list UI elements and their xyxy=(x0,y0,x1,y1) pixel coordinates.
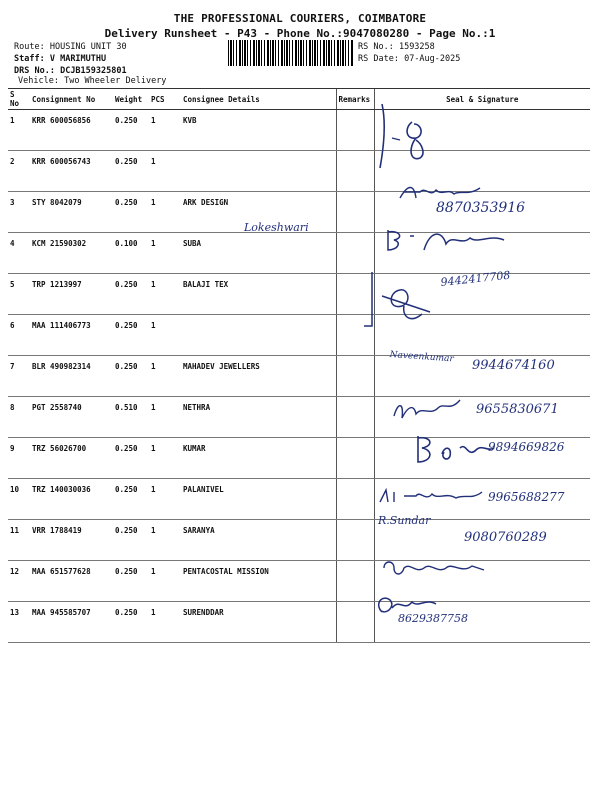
row3-phone: 8870353916 xyxy=(436,200,526,216)
cell-seal-signature xyxy=(374,397,590,438)
cell-sno: 13 xyxy=(8,602,30,643)
cell-seal-signature xyxy=(374,479,590,520)
cell-consignment: PGT 2558740 xyxy=(30,397,113,438)
vehicle-value: Two Wheeler Delivery xyxy=(64,76,167,86)
cell-seal-signature xyxy=(374,602,590,643)
cell-sno: 9 xyxy=(8,438,30,479)
rs-date-line xyxy=(358,54,460,64)
table-row xyxy=(8,233,590,274)
cell-weight: 0.250 xyxy=(113,315,149,356)
cell-pcs: 1 xyxy=(149,520,181,561)
cell-sno: 3 xyxy=(8,192,30,233)
cell-consignee: PENTACOSTAL MISSION xyxy=(181,561,336,602)
cell-weight: 0.250 xyxy=(113,561,149,602)
cell-weight: 0.250 xyxy=(113,274,149,315)
cell-pcs: 1 xyxy=(149,233,181,274)
cell-weight: 0.250 xyxy=(113,602,149,643)
cell-pcs: 1 xyxy=(149,151,181,192)
cell-pcs: 1 xyxy=(149,479,181,520)
cell-consignee: NETHRA xyxy=(181,397,336,438)
cell-seal-signature xyxy=(374,151,590,192)
cell-pcs: 1 xyxy=(149,397,181,438)
rs-no-value: 1593258 xyxy=(398,42,435,52)
cell-consignment: MAA 945585707 xyxy=(30,602,113,643)
row5-phone: 9442417708 xyxy=(440,268,511,289)
route-label: Route: xyxy=(14,42,45,52)
cell-consignee: BALAJI TEX xyxy=(181,274,336,315)
cell-remarks xyxy=(336,151,374,192)
cell-consignee: ARK DESIGN xyxy=(181,192,336,233)
cell-weight: 0.250 xyxy=(113,110,149,151)
cell-seal-signature xyxy=(374,110,590,151)
table-row xyxy=(8,315,590,356)
cell-seal-signature xyxy=(374,561,590,602)
cell-remarks xyxy=(336,233,374,274)
col-weight: Weight xyxy=(113,89,149,110)
cell-consignment: KRR 600056743 xyxy=(30,151,113,192)
drs-line xyxy=(14,66,127,76)
cell-consignee xyxy=(181,151,336,192)
cell-sno: 2 xyxy=(8,151,30,192)
table-row xyxy=(8,438,590,479)
cell-pcs: 1 xyxy=(149,274,181,315)
cell-consignee: MAHADEV JEWELLERS xyxy=(181,356,336,397)
table-row xyxy=(8,397,590,438)
cell-pcs: 1 xyxy=(149,602,181,643)
cell-seal-signature xyxy=(374,192,590,233)
cell-consignee: SARANYA xyxy=(181,520,336,561)
cell-consignment: BLR 490982314 xyxy=(30,356,113,397)
cell-sno: 1 xyxy=(8,110,30,151)
cell-sno: 6 xyxy=(8,315,30,356)
cell-sno: 10 xyxy=(8,479,30,520)
row10-phone: 9965688277 xyxy=(488,490,565,504)
col-consignee: Consignee Details xyxy=(181,89,336,110)
cell-consignee: SURENDDAR xyxy=(181,602,336,643)
cell-seal-signature xyxy=(374,438,590,479)
cell-seal-signature xyxy=(374,520,590,561)
cell-consignment: KRR 600056856 xyxy=(30,110,113,151)
runsheet-subtitle: Delivery Runsheet - P43 - Phone No.:9047080280 - Page No.:1 xyxy=(104,27,496,40)
col-remarks: Remarks xyxy=(336,89,374,110)
staff-line xyxy=(14,54,106,64)
cell-sno: 12 xyxy=(8,561,30,602)
table-row xyxy=(8,110,590,151)
cell-weight: 0.250 xyxy=(113,151,149,192)
cell-remarks xyxy=(336,520,374,561)
cell-remarks xyxy=(336,274,374,315)
cell-weight: 0.250 xyxy=(113,479,149,520)
cell-consignee: PALANIVEL xyxy=(181,479,336,520)
cell-remarks xyxy=(336,110,374,151)
col-seal-signature: Seal & Signature xyxy=(374,89,590,110)
cell-consignment: MAA 111406773 xyxy=(30,315,113,356)
cell-remarks xyxy=(336,315,374,356)
cell-consignment: KCM 21590302 xyxy=(30,233,113,274)
row4-note: Lokeshwari xyxy=(244,221,309,234)
cell-seal-signature xyxy=(374,274,590,315)
table-row xyxy=(8,274,590,315)
route-line xyxy=(14,42,127,52)
cell-remarks xyxy=(336,397,374,438)
row8-phone: 9655830671 xyxy=(476,402,559,417)
rs-date-value: 07-Aug-2025 xyxy=(404,54,461,64)
cell-weight: 0.100 xyxy=(113,233,149,274)
barcode xyxy=(228,40,354,66)
cell-remarks xyxy=(336,602,374,643)
cell-weight: 0.250 xyxy=(113,356,149,397)
cell-remarks xyxy=(336,561,374,602)
cell-consignment: VRR 1788419 xyxy=(30,520,113,561)
row11-name: R.Sundar xyxy=(378,514,431,527)
cell-pcs: 1 xyxy=(149,356,181,397)
rs-date-label: RS Date: xyxy=(358,54,399,64)
col-consignment: Consignment No xyxy=(30,89,113,110)
cell-consignment: TRZ 56026700 xyxy=(30,438,113,479)
table-row xyxy=(8,561,590,602)
cell-pcs: 1 xyxy=(149,315,181,356)
cell-seal-signature xyxy=(374,233,590,274)
table-row xyxy=(8,520,590,561)
cell-weight: 0.250 xyxy=(113,520,149,561)
cell-remarks xyxy=(336,438,374,479)
cell-remarks xyxy=(336,192,374,233)
table-row xyxy=(8,151,590,192)
rs-no-label: RS No.: xyxy=(358,42,394,52)
cell-consignee xyxy=(181,315,336,356)
cell-consignee: KVB xyxy=(181,110,336,151)
drs-label: DRS No.: xyxy=(14,66,55,76)
cell-sno: 5 xyxy=(8,274,30,315)
cell-seal-signature xyxy=(374,356,590,397)
vehicle-line xyxy=(18,76,166,86)
cell-sno: 11 xyxy=(8,520,30,561)
staff-value: V MARIMUTHU xyxy=(49,54,107,64)
cell-sno: 7 xyxy=(8,356,30,397)
row11-phone: 9080760289 xyxy=(464,530,547,545)
cell-pcs: 1 xyxy=(149,561,181,602)
cell-pcs: 1 xyxy=(149,110,181,151)
cell-weight: 0.510 xyxy=(113,397,149,438)
cell-weight: 0.250 xyxy=(113,438,149,479)
cell-consignment: TRP 1213997 xyxy=(30,274,113,315)
company-title: THE PROFESSIONAL COURIERS, COIMBATORE xyxy=(173,12,427,25)
row9-phone: 9894669826 xyxy=(488,440,565,454)
route-value: HOUSING UNIT 30 xyxy=(49,42,127,52)
cell-pcs: 1 xyxy=(149,192,181,233)
cell-consignment: MAA 651577628 xyxy=(30,561,113,602)
table-row xyxy=(8,602,590,643)
cell-sno: 8 xyxy=(8,397,30,438)
cell-remarks xyxy=(336,356,374,397)
drs-value: DCJB159325801 xyxy=(60,66,127,76)
rs-no-line xyxy=(358,42,435,52)
runsheet-table xyxy=(8,88,590,643)
row13-phone: 8629387758 xyxy=(398,612,468,625)
cell-seal-signature xyxy=(374,315,590,356)
row7-phone: 9944674160 xyxy=(472,358,555,373)
cell-consignment: STY 8042079 xyxy=(30,192,113,233)
col-sno: S No xyxy=(8,89,30,110)
cell-consignment: TRZ 140030036 xyxy=(30,479,113,520)
cell-pcs: 1 xyxy=(149,438,181,479)
cell-sno: 4 xyxy=(8,233,30,274)
staff-label: Staff: xyxy=(14,54,45,64)
table-row xyxy=(8,479,590,520)
table-header-row xyxy=(8,89,590,110)
cell-remarks xyxy=(336,479,374,520)
row7-name: Naveenkumar xyxy=(389,350,455,365)
vehicle-label: Vehicle: xyxy=(18,76,59,86)
col-pcs: PCS xyxy=(149,89,181,110)
cell-weight: 0.250 xyxy=(113,192,149,233)
table-row xyxy=(8,356,590,397)
cell-consignee: SUBA xyxy=(181,233,336,274)
cell-consignee: KUMAR xyxy=(181,438,336,479)
table-row xyxy=(8,192,590,233)
